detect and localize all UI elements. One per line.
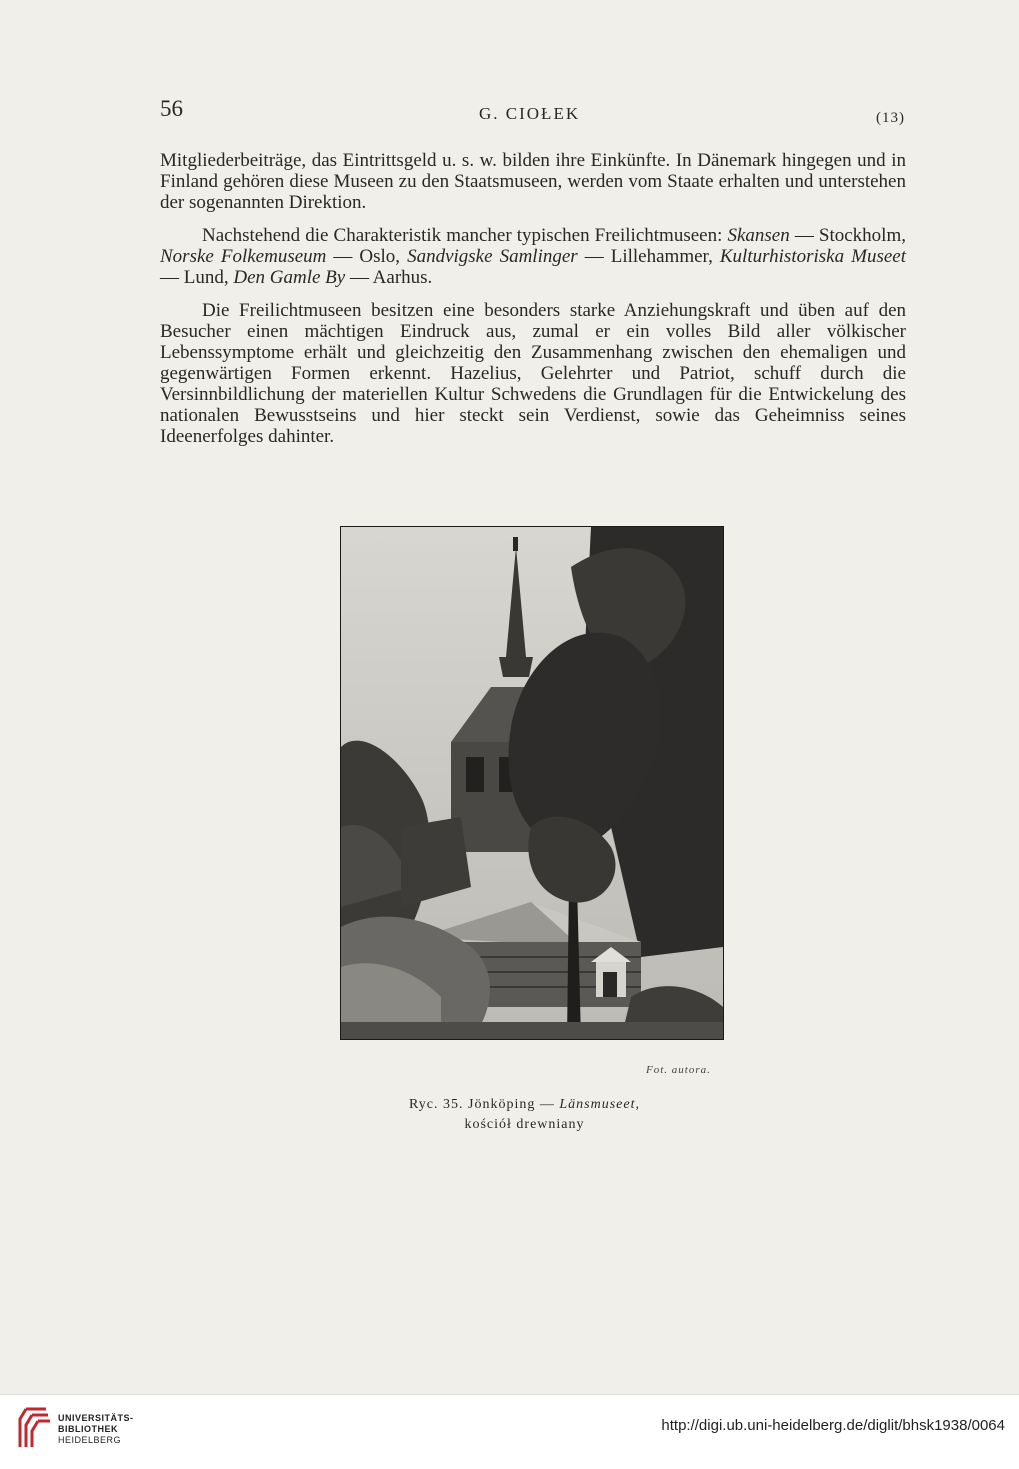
library-logo-icon — [12, 1405, 52, 1451]
p2-city-2: — Oslo, — [326, 246, 408, 267]
body-text — [160, 150, 906, 459]
caption-museum: Länsmuseet, — [559, 1097, 640, 1112]
paragraph-3: Die Freilichtmuseen besitzen eine besonders starke Anziehungskraft und üben auf den Besucher einen mächtigen Eindruck aus, zumal er ein volles Bild aller völkischer Lebenssymptome erhält und gleichzeitig den Zusammenhang zwischen den ehemaligen und gegenwärtigen Formen erkennt. Hazelius, Gelehrter und Patriot, schuff durch die Versinnbildlichung der materiellen Kultur Schwedens die Grundlagen für die Entwickelung des nationalen Bewusstseins und hier steckt sein Verdienst, sowie das Geheimniss seines Ideenerfolges dahinter. — [160, 300, 906, 447]
figure-caption — [0, 1097, 1019, 1113]
p2-city-1: — Stockholm, — [789, 225, 906, 246]
museum-kulturhistoriska: Kulturhistoriska Museet — [719, 246, 906, 267]
permalink-url[interactable]: http://digi.ub.uni-heidelberg.de/diglit/bhsk1938/0064 — [661, 1417, 1005, 1434]
p2-city-5: — Aarhus. — [345, 267, 433, 288]
museum-skansen: Skansen — [727, 225, 790, 246]
church-photo-illustration — [341, 527, 723, 1039]
caption-prefix: Ryc. 35. Jönköping — — [409, 1097, 560, 1112]
church-photograph — [340, 526, 724, 1040]
page-number: 56 — [160, 96, 183, 121]
section-number: (13) — [876, 110, 905, 126]
museum-norske-folkemuseum: Norske Folkemuseum — [160, 246, 327, 267]
p2-city-4: — Lund, — [160, 267, 234, 288]
digitization-footer — [0, 1394, 1019, 1469]
running-head-author: G. CIOŁEK — [479, 104, 581, 123]
photo-credit: Fot. autora. — [646, 1064, 711, 1076]
library-name — [58, 1413, 134, 1446]
library-name-line-2: BIBLIOTHEK — [58, 1424, 118, 1434]
p2-intro: Nachstehend die Charakteristik mancher typischen Freilichtmuseen: — [202, 225, 728, 246]
figure-caption-line-2: kościół drewniany — [464, 1117, 585, 1132]
paragraph-2 — [160, 225, 906, 288]
museum-den-gamle-by: Den Gamle By — [233, 267, 346, 288]
paragraph-1: Mitgliederbeiträge, das Eintrittsgeld u. s. w. bilden ihre Einkünfte. In Dänemark hingegen und in Finland gehören diese Museen zu den Staatsmuseen, werden vom Staate erhalten und unterstehen der sogenannten Direktion. — [160, 150, 906, 213]
p2-city-3: — Lillehammer, — [577, 246, 720, 267]
library-name-line-3: HEIDELBERG — [58, 1435, 122, 1445]
library-name-line-1: UNIVERSITÄTS- — [58, 1413, 134, 1423]
museum-sandvigske-samlinger: Sandvigske Samlinger — [407, 246, 578, 267]
